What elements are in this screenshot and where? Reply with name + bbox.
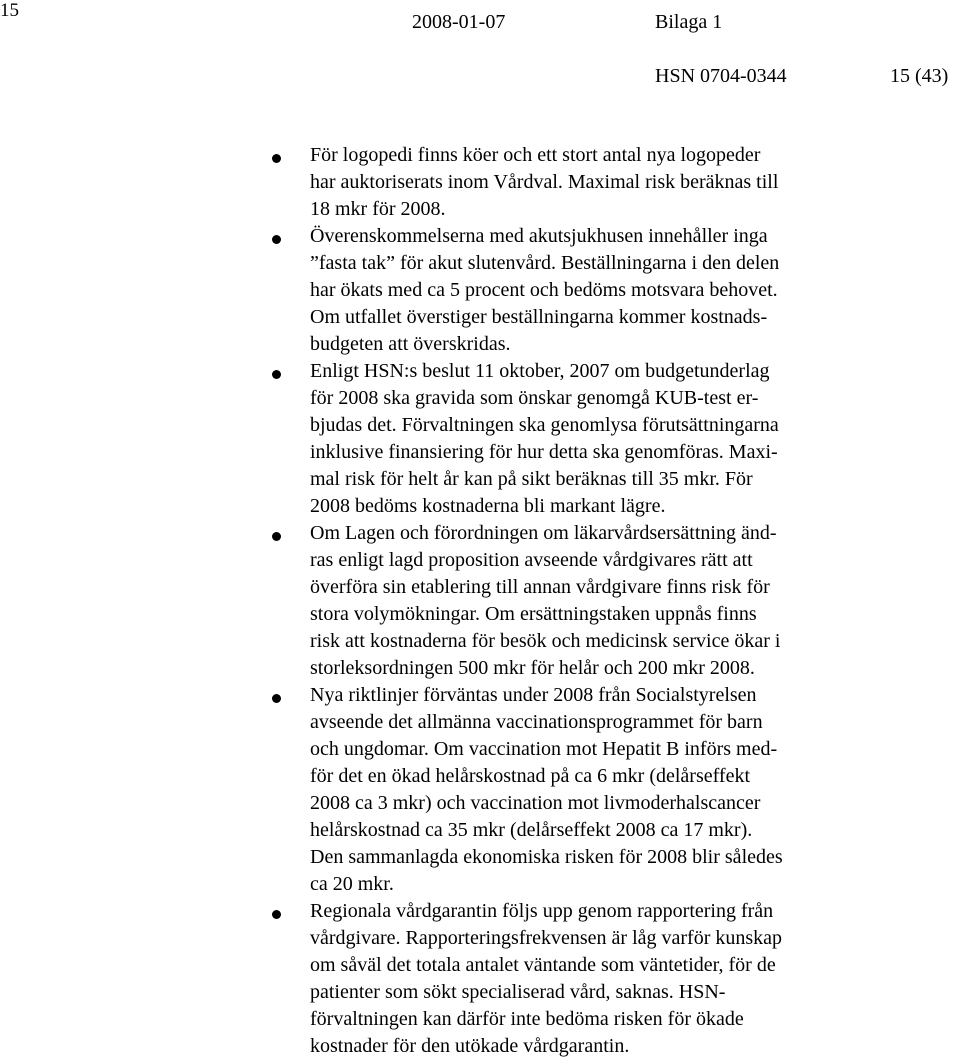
header-attachment: Bilaga 1 xyxy=(655,11,723,33)
bullet-list xyxy=(0,142,960,1060)
bullet-text xyxy=(310,358,960,520)
bullet-text-line: Regionala vårdgarantin följs upp genom rapportering från xyxy=(310,900,774,922)
bullet-text-line: och ungdomar. Om vaccination mot Hepatit B införs med- xyxy=(310,738,778,760)
bullet-text-line: för 2008 ska gravida som önskar genomgå KUB-test er- xyxy=(310,387,759,409)
bullet-dot-icon xyxy=(272,235,281,244)
bullet-dot-icon xyxy=(272,910,281,919)
bullet-text-line: Överenskommelserna med akutsjukhusen innehåller inga xyxy=(310,225,768,247)
bullet-text-line: ras enligt lagd proposition avseende vårdgivares rätt att xyxy=(310,549,753,571)
bullet-text-line: har auktoriserats inom Vårdval. Maximal risk beräknas till xyxy=(310,171,779,193)
bullet-text-line: kostnader för den utökade vårdgarantin. xyxy=(310,1035,630,1057)
bullet-item xyxy=(0,223,960,358)
bullet-text-line: vårdgivare. Rapporteringsfrekvensen är låg varför kunskap xyxy=(310,927,783,949)
header-date: 2008-01-07 xyxy=(412,11,506,33)
bullet-text-line: mal risk för helt år kan på sikt beräknas till 35 mkr. För xyxy=(310,468,753,490)
bullet-text-line: helårskostnad ca 35 mkr (delårseffekt 2008 ca 17 mkr). xyxy=(310,819,753,841)
header-page-number: 15 (43) xyxy=(890,65,949,87)
bullet-text-line: Om Lagen och förordningen om läkarvårdsersättning änd- xyxy=(310,522,777,544)
bullet-text-line: har ökats med ca 5 procent och bedöms motsvara behovet. xyxy=(310,279,778,301)
bullet-text-line: bjudas det. Förvaltningen ska genomlysa förutsättningarna xyxy=(310,414,779,436)
bullet-text-line: ”fasta tak” för akut slutenvård. Beställningarna i den delen xyxy=(310,252,780,274)
bullet-item xyxy=(0,898,960,1060)
bullet-text-line: inklusive finansiering för hur detta ska genomföras. Maxi- xyxy=(310,441,778,463)
bullet-text-line: Enligt HSN:s beslut 11 oktober, 2007 om budgetunderlag xyxy=(310,360,770,382)
bullet-text-line: förvaltningen kan därför inte bedöma risken för ökade xyxy=(310,1008,744,1030)
bullet-text-line: 18 mkr för 2008. xyxy=(310,198,446,220)
bullet-item xyxy=(0,520,960,682)
bullet-text xyxy=(310,898,960,1060)
bullet-text-line: Den sammanlagda ekonomiska risken för 2008 blir således xyxy=(310,846,783,868)
bullet-text xyxy=(310,142,960,223)
bullet-text-line: om såväl det totala antalet väntande som väntetider, för de xyxy=(310,954,776,976)
bullet-item xyxy=(0,358,960,520)
bullet-dot-icon xyxy=(272,694,281,703)
bullet-text-line: Om utfallet överstiger beställningarna kommer kostnads- xyxy=(310,306,768,328)
bullet-text-line: stora volymökningar. Om ersättningstaken uppnås finns xyxy=(310,603,757,625)
bullet-text xyxy=(310,223,960,358)
bullet-item xyxy=(0,142,960,223)
bullet-text xyxy=(310,682,960,898)
bullet-text-line: storleksordningen 500 mkr för helår och 200 mkr 2008. xyxy=(310,657,755,679)
bullet-text-line: budgeten att överskridas. xyxy=(310,333,511,355)
bullet-text-line: risk att kostnaderna för besök och medicinsk service ökar i xyxy=(310,630,781,652)
bullet-dot-icon xyxy=(272,370,281,379)
header-document-id: HSN 0704-0344 xyxy=(655,65,787,87)
bullet-text-line: För logopedi finns köer och ett stort antal nya logopeder xyxy=(310,144,761,166)
bullet-text-line: avseende det allmänna vaccinationsprogrammet för barn xyxy=(310,711,763,733)
bullet-text-line: patienter som sökt specialiserad vård, saknas. HSN- xyxy=(310,981,726,1003)
corner-page-number: 15 xyxy=(0,0,19,21)
bullet-text-line: 2008 bedöms kostnaderna bli markant lägre. xyxy=(310,495,666,517)
bullet-text xyxy=(310,520,960,682)
bullet-text-line: för det en ökad helårskostnad på ca 6 mkr (delårseffekt xyxy=(310,765,751,787)
bullet-dot-icon xyxy=(272,154,281,163)
bullet-text-line: 2008 ca 3 mkr) och vaccination mot livmoderhalscancer xyxy=(310,792,761,814)
bullet-text-line: ca 20 mkr. xyxy=(310,873,394,895)
bullet-item xyxy=(0,682,960,898)
bullet-text-line: överföra sin etablering till annan vårdgivare finns risk för xyxy=(310,576,770,598)
bullet-dot-icon xyxy=(272,532,281,541)
bullet-text-line: Nya riktlinjer förväntas under 2008 från Socialstyrelsen xyxy=(310,684,757,706)
